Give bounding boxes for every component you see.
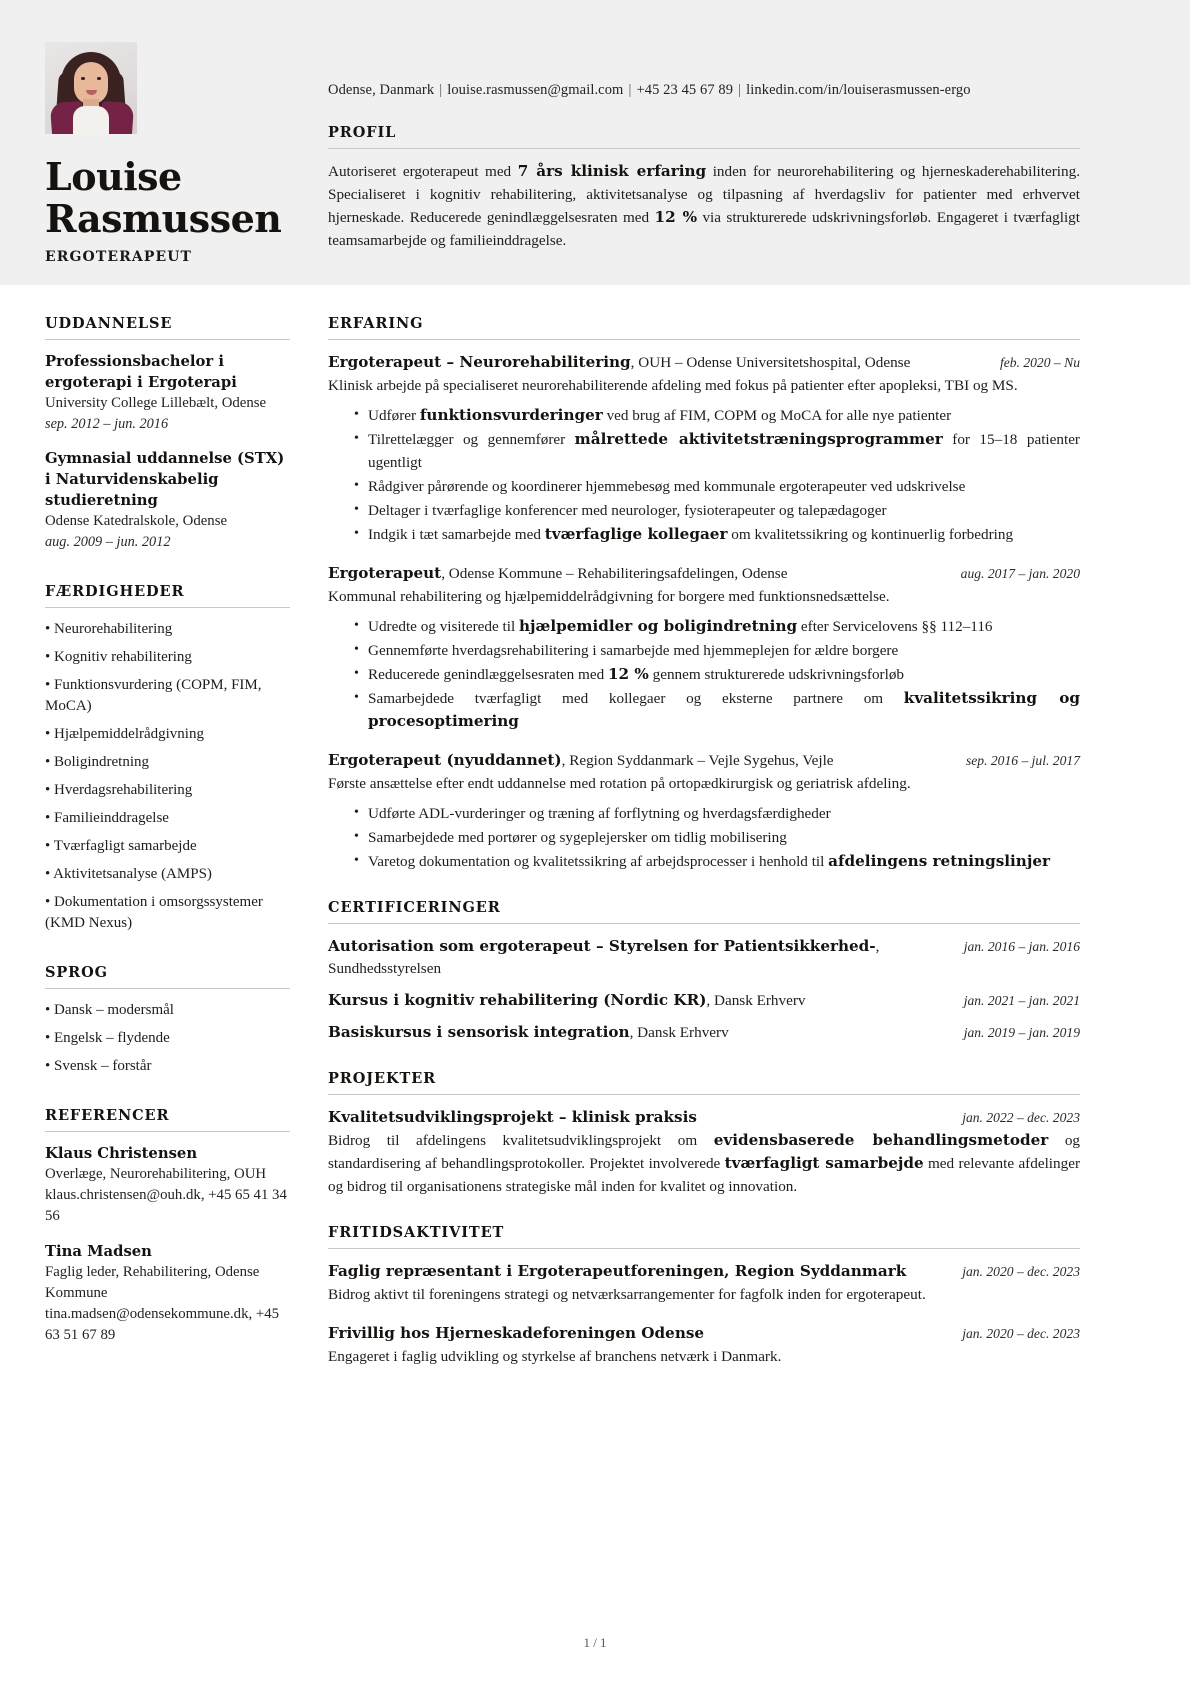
contact-separator-2: |	[628, 82, 632, 98]
list-item: • Neurorehabilitering	[45, 621, 173, 637]
certifications-list	[328, 935, 1080, 1044]
experience-date: aug. 2017 – jan. 2020	[960, 566, 1080, 581]
references-section-title: REFERENCER	[45, 1107, 170, 1124]
leisure-name: Frivillig hos Hjerneskadeforeningen Odense	[328, 1324, 705, 1342]
experience-bullet: • Samarbejdede med portører og sygeplejersker om tidlig mobilisering	[354, 826, 1080, 849]
leisure-name: Faglig repræsentant i Ergoterapeutforeningen, Region Syddanmark	[328, 1262, 907, 1280]
leisure-item	[328, 1260, 1080, 1306]
header-identity	[0, 0, 320, 285]
profile-text: Autoriseret ergoterapeut med 7 års klinisk erfaring inden for neurorehabilitering og hjerneskaderehabilitering. Specialiseret i kognitiv rehabilitering, aktivitetsanalyse og tilpasning af hverdagsliv for patienter med erhvervet hjerneskade. Reducerede genindlæggelsesraten med 12 % via strukturerede udskrivningsforløb. Engageret i tværfagligt teamsamarbejde og familieinddragelse.	[328, 162, 1080, 249]
experience-list	[328, 351, 1080, 873]
certification-date: jan. 2016 – jan. 2016	[963, 939, 1080, 954]
list-item: • Dansk – modersmål	[45, 1002, 174, 1018]
reference-item	[45, 1241, 290, 1346]
list-item: • Hverdagsrehabilitering	[45, 782, 193, 798]
skills-section-title: FÆRDIGHEDER	[45, 583, 185, 600]
project-name: Kvalitetsudviklingsprojekt – klinisk praksis	[328, 1108, 697, 1126]
education-date: aug. 2009 – jun. 2012	[45, 534, 171, 550]
list-item: • Boligindretning	[45, 754, 149, 770]
reference-item	[45, 1143, 290, 1227]
references-section	[45, 1107, 290, 1346]
education-list	[45, 351, 290, 553]
projects-section-title: PROJEKTER	[328, 1070, 437, 1087]
page-footer: 1 / 1	[583, 1635, 607, 1650]
education-item	[45, 448, 290, 553]
education-date: sep. 2012 – jun. 2016	[45, 416, 169, 432]
experience-bullets	[328, 615, 1080, 733]
projects-section	[328, 1070, 1080, 1198]
project-item	[328, 1106, 1080, 1198]
experience-bullet: • Indgik i tæt samarbejde med tværfaglige kollegaer om kvalitetssikring og kontinuerlig forbedring	[354, 523, 1080, 546]
avatar	[45, 42, 137, 134]
job-title: ERGOTERAPEUT	[45, 249, 193, 265]
leisure-description: Bidrog aktivt til foreningens strategi og netværksarrangementer for fagfolk inden for ergoterapeut.	[328, 1286, 926, 1303]
list-item: • Kognitiv rehabilitering	[45, 649, 192, 665]
experience-item-head	[328, 351, 1080, 374]
experience-item	[328, 562, 1080, 733]
experience-bullet: • Tilrettelægger og gennemfører målrettede aktivitetstræningsprogrammer for 15–18 patienter ugentligt	[354, 428, 1080, 474]
experience-bullet: • Rådgiver pårørende og koordinerer hjemmebesøg med kommunale ergoterapeuter ved udskrivelse	[354, 475, 1080, 498]
contact-linkedin[interactable]: linkedin.com/in/louiserasmussen-ergo	[746, 82, 971, 98]
list-item: • Svensk – forstår	[45, 1058, 152, 1074]
list-item: • Familieinddragelse	[45, 810, 169, 826]
certifications-section-title: CERTIFICERINGER	[328, 899, 501, 916]
resume-body	[0, 285, 1190, 1394]
certifications-section	[328, 899, 1080, 1044]
contact-email[interactable]: louise.rasmussen@gmail.com	[447, 82, 624, 98]
references-list	[45, 1143, 290, 1346]
list-item: • Engelsk – flydende	[45, 1030, 170, 1046]
experience-bullet: • Gennemførte hverdagsrehabilitering i samarbejde med hjemmeplejen for ældre borgere	[354, 639, 1080, 662]
leisure-section-title: FRITIDSAKTIVITET	[328, 1224, 505, 1241]
certification-name: Autorisation som ergoterapeut – Styrelsen for Patientsikkerhed-, Sundhedsstyrelsen	[328, 937, 880, 977]
certification-item	[328, 1021, 1080, 1044]
certification-head	[328, 935, 1080, 980]
skills-section	[45, 583, 290, 934]
experience-item-head	[328, 749, 1080, 772]
profile-section	[328, 124, 1080, 252]
experience-section	[328, 315, 1080, 873]
certification-item	[328, 935, 1080, 980]
leisure-divider	[328, 1248, 1080, 1249]
languages-section	[45, 964, 290, 1077]
certification-item	[328, 989, 1080, 1012]
reference-name: Tina Madsen	[45, 1243, 152, 1260]
leisure-description: Engageret i faglig udvikling og styrkelse af branchens netværk i Danmark.	[328, 1348, 782, 1365]
experience-description: Kommunal rehabilitering og hjælpemiddelrådgivning for borgere med funktionsnedsættelse.	[328, 588, 890, 605]
experience-section-title: ERFARING	[328, 315, 424, 332]
leisure-date: jan. 2020 – dec. 2023	[962, 1264, 1080, 1279]
certification-name: Basiskursus i sensorisk integration, Dansk Erhverv	[328, 1023, 729, 1041]
list-item: • Funktionsvurdering (COPM, FIM, MoCA)	[45, 677, 262, 714]
reference-contact[interactable]: klaus.christensen@ouh.dk, +45 65 41 34 56	[45, 1187, 287, 1224]
contact-separator-3: |	[738, 82, 742, 98]
skills-divider	[45, 607, 290, 608]
education-divider	[45, 339, 290, 340]
experience-role: Ergoterapeut – Neurorehabilitering, OUH – Odense Universitetshospital, Odense	[328, 353, 911, 371]
reference-role: Faglig leder, Rehabilitering, Odense Kommune	[45, 1264, 260, 1301]
leisure-list	[328, 1260, 1080, 1368]
references-divider	[45, 1131, 290, 1132]
list-item: • Hjælpemiddelrådgivning	[45, 726, 204, 742]
contact-line	[328, 80, 1080, 100]
list-item: • Dokumentation i omsorgssystemer (KMD Nexus)	[45, 894, 263, 931]
leisure-head	[328, 1322, 1080, 1345]
experience-bullet: • Udførte ADL-vurderinger og træning af forflytning og hverdagsfærdigheder	[354, 802, 1080, 825]
list-item: • Aktivitetsanalyse (AMPS)	[45, 866, 212, 882]
profile-section-title: PROFIL	[328, 124, 397, 141]
education-org: University College Lillebælt, Odense	[45, 395, 267, 411]
leisure-head	[328, 1260, 1080, 1283]
education-degree: Gymnasial uddannelse (STX) i Naturvidenskabelig studieretning	[45, 450, 285, 509]
certifications-divider	[328, 923, 1080, 924]
contact-phone[interactable]: +45 23 45 67 89	[636, 82, 734, 98]
resume-header	[0, 0, 1190, 285]
experience-bullet: • Deltager i tværfaglige konferencer med neurologer, fysioterapeuter og talepædagoger	[354, 499, 1080, 522]
languages-list	[45, 1000, 290, 1077]
experience-bullet: • Reducerede genindlæggelsesraten med 12 % gennem strukturerede udskrivningsforløb	[354, 663, 1080, 686]
main-column	[320, 285, 1190, 1394]
education-degree: Professionsbachelor i ergoterapi i Ergoterapi	[45, 353, 237, 391]
education-section-title: UDDANNELSE	[45, 315, 173, 332]
experience-role: Ergoterapeut, Odense Kommune – Rehabiliteringsafdelingen, Odense	[328, 564, 788, 582]
header-contact-and-profile	[320, 0, 1190, 285]
project-head	[328, 1106, 1080, 1129]
certification-date: jan. 2019 – jan. 2019	[963, 1025, 1080, 1040]
profile-divider	[328, 148, 1080, 149]
sidebar	[0, 285, 320, 1394]
page-title: Louise Rasmussen	[45, 154, 282, 241]
experience-role: Ergoterapeut (nyuddannet), Region Syddanmark – Vejle Sygehus, Vejle	[328, 751, 834, 769]
certification-date: jan. 2021 – jan. 2021	[963, 993, 1080, 1008]
experience-bullet: • Udredte og visiterede til hjælpemidler og boligindretning efter Servicelovens §§ 112–116	[354, 615, 1080, 638]
reference-role: Overlæge, Neurorehabilitering, OUH	[45, 1166, 267, 1182]
leisure-item	[328, 1322, 1080, 1368]
reference-name: Klaus Christensen	[45, 1145, 198, 1162]
languages-section-title: SPROG	[45, 964, 108, 981]
experience-description: Klinisk arbejde på specialiseret neurorehabiliterende afdeling med fokus på patienter efter apopleksi, TBI og MS.	[328, 377, 1018, 394]
certification-name: Kursus i kognitiv rehabilitering (Nordic KR), Dansk Erhverv	[328, 991, 806, 1009]
experience-date: feb. 2020 – Nu	[999, 355, 1080, 370]
experience-item-head	[328, 562, 1080, 585]
reference-contact[interactable]: tina.madsen@odensekommune.dk, +45 63 51 67 89	[45, 1306, 280, 1343]
skills-list	[45, 619, 290, 934]
experience-item	[328, 351, 1080, 546]
experience-bullets	[328, 802, 1080, 873]
languages-divider	[45, 988, 290, 989]
contact-separator-1: |	[439, 82, 443, 98]
experience-divider	[328, 339, 1080, 340]
project-date: jan. 2022 – dec. 2023	[962, 1110, 1080, 1125]
education-section	[45, 315, 290, 553]
experience-bullet: • Udfører funktionsvurderinger ved brug af FIM, COPM og MoCA for alle nye patienter	[354, 404, 1080, 427]
experience-bullet: • Varetog dokumentation og kvalitetssikring af arbejdsprocesser i henhold til afdelingens retningslinjer	[354, 850, 1080, 873]
experience-bullets	[328, 404, 1080, 546]
project-description: Bidrog til afdelingens kvalitetsudviklingsprojekt om evidensbaserede behandlingsmetoder og standardisering af behandlingsprotokoller. Projektet involverede tværfagligt samarbejde med relevante afdelinger og bidrog til organisationens strategiske mål inden for kvalitet og innovation.	[328, 1131, 1081, 1195]
list-item: • Tværfagligt samarbejde	[45, 838, 197, 854]
experience-description: Første ansættelse efter endt uddannelse med rotation på ortopædkirurgisk og geriatrisk afdeling.	[328, 775, 911, 792]
certification-head	[328, 1021, 1080, 1044]
projects-divider	[328, 1094, 1080, 1095]
leisure-date: jan. 2020 – dec. 2023	[962, 1326, 1080, 1341]
education-org: Odense Katedralskole, Odense	[45, 513, 228, 529]
education-item	[45, 351, 290, 435]
experience-date: sep. 2016 – jul. 2017	[965, 753, 1080, 768]
certification-head	[328, 989, 1080, 1012]
experience-bullet: • Samarbejdede tværfagligt med kollegaer og eksterne partnere om kvalitetssikring og procesoptimering	[354, 687, 1080, 733]
contact-location: Odense, Danmark	[328, 82, 435, 98]
leisure-section	[328, 1224, 1080, 1368]
experience-item	[328, 749, 1080, 873]
projects-list	[328, 1106, 1080, 1198]
